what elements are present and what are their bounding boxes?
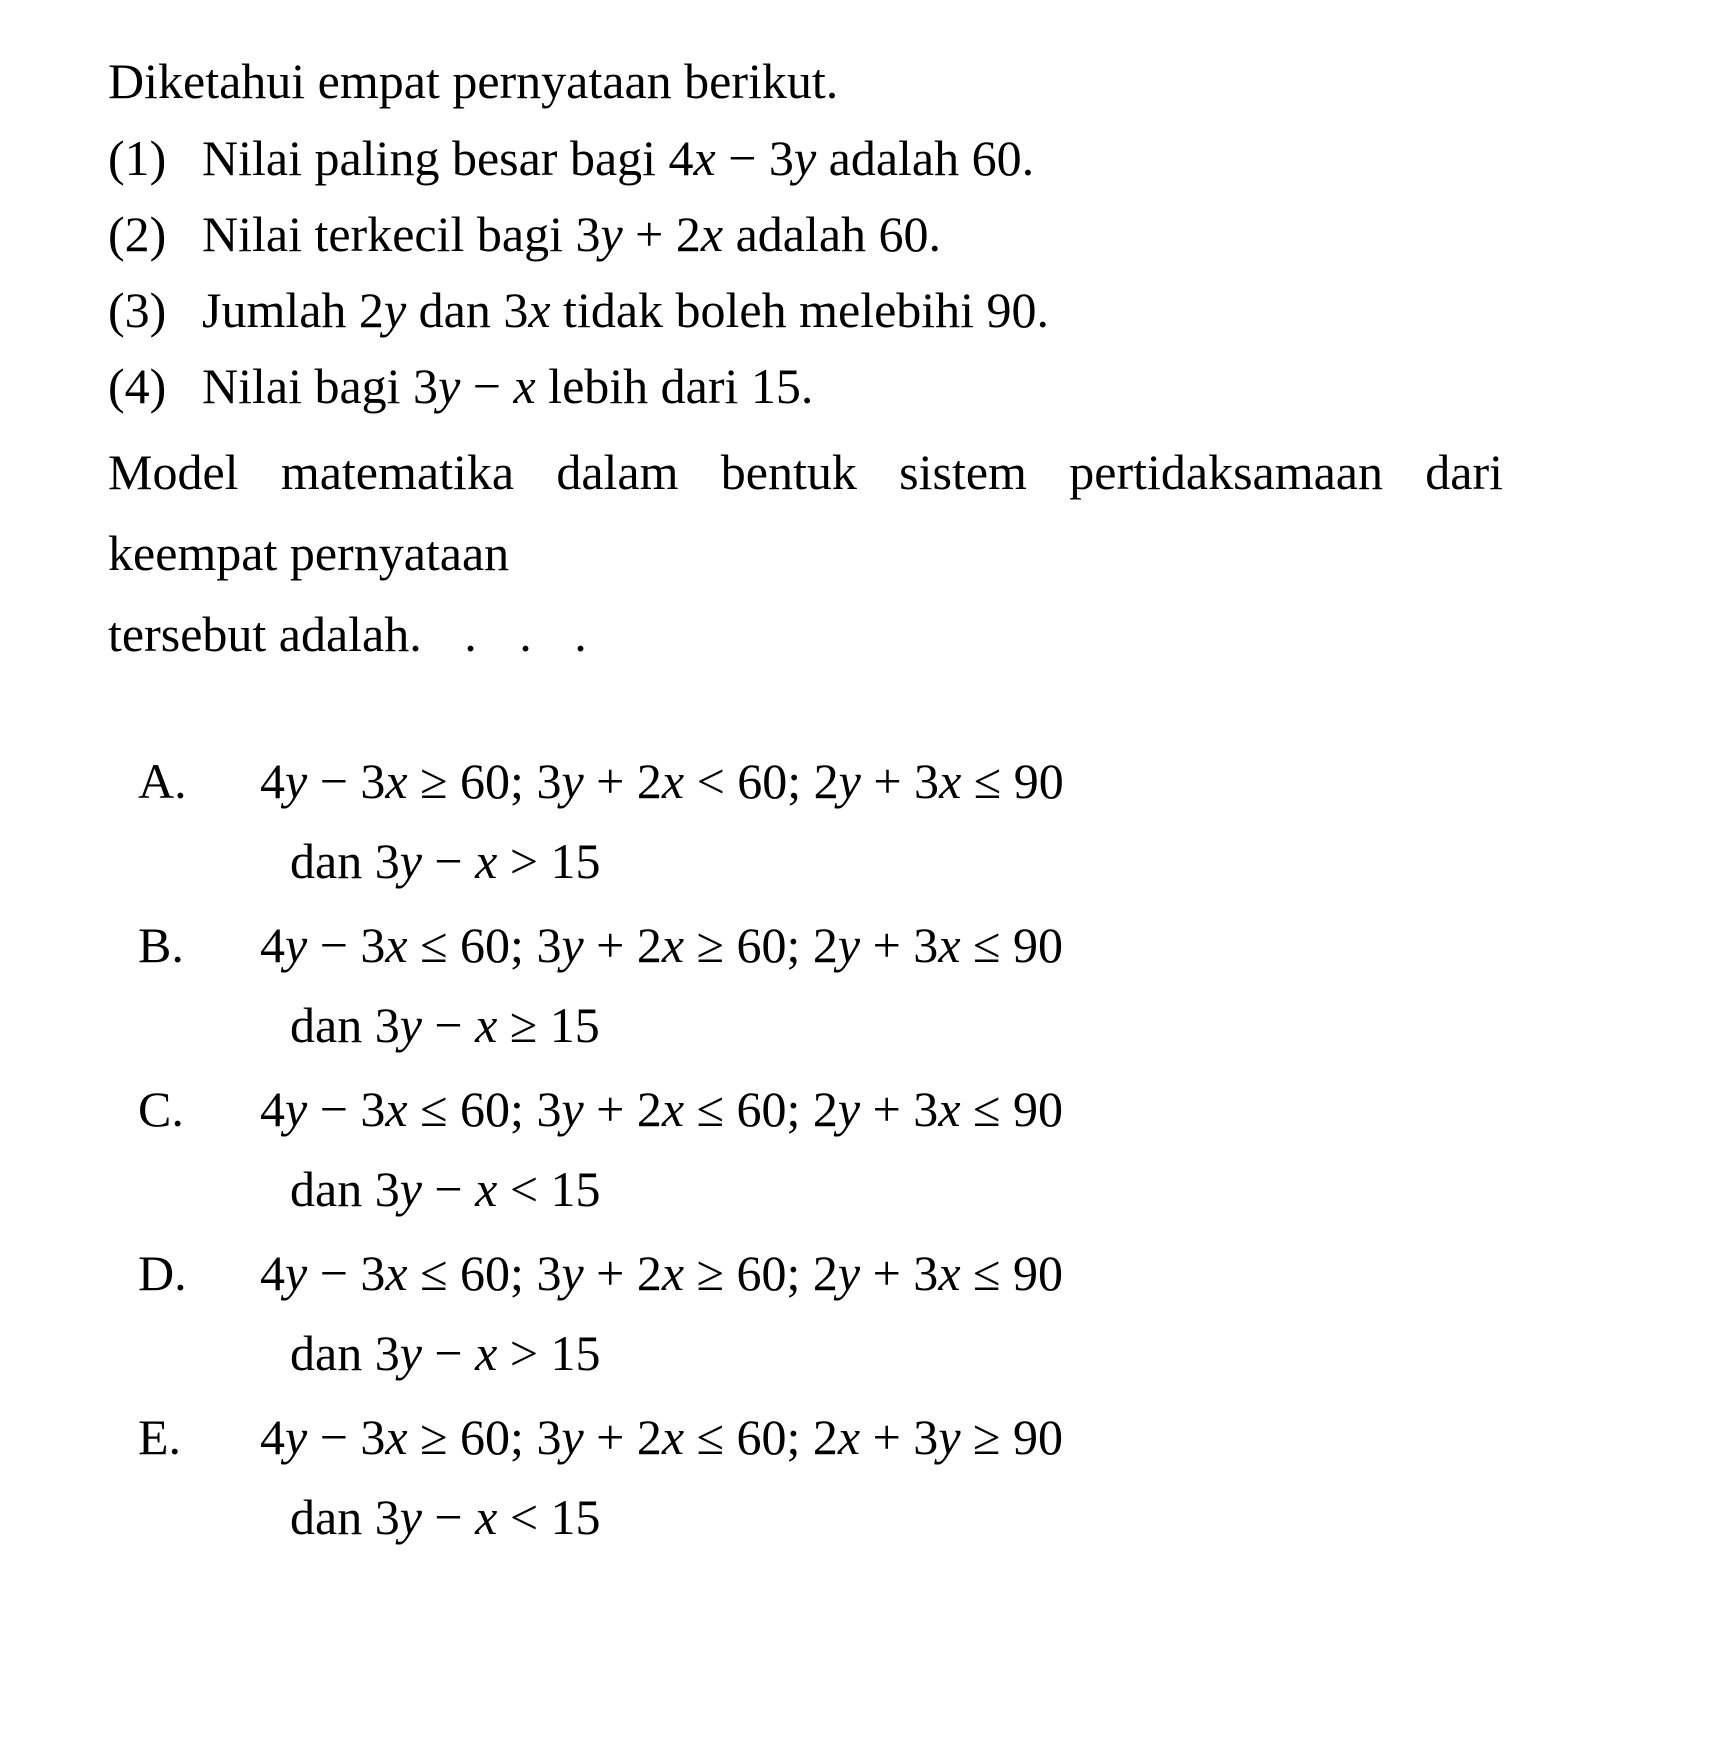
math-variable: y xyxy=(938,1409,961,1465)
math-variable: x xyxy=(513,358,536,414)
math-variable: y xyxy=(837,1245,861,1301)
statement-text: Nilai paling besar bagi 4x − 3y adalah 60. xyxy=(202,130,1035,186)
math-variable: y xyxy=(561,1081,584,1137)
option-expression: 4y − 3x ≥ 60; 3y + 2x ≤ 60; 2x + 3y ≥ 90 xyxy=(260,1409,1063,1465)
option-a[interactable] xyxy=(108,741,1514,901)
statement-text: Nilai bagi 3y − x lebih dari 15. xyxy=(202,358,814,414)
option-letter: D. xyxy=(138,1245,187,1301)
prompt-line-2: pertidaksamaan dari keempat pernyataan xyxy=(108,444,1504,581)
prompt-last-line xyxy=(108,594,1503,675)
statement-number: (2) xyxy=(108,206,167,262)
option-d[interactable] xyxy=(108,1233,1514,1393)
math-variable: x xyxy=(475,997,498,1053)
option-c[interactable] xyxy=(108,1069,1514,1229)
math-variable: y xyxy=(561,917,584,973)
option-expression: 4y − 3x ≥ 60; 3y + 2x < 60; 2y + 3x ≤ 90 xyxy=(260,753,1064,809)
option-first-line xyxy=(108,1069,1514,1149)
math-variable: x xyxy=(528,282,551,338)
math-variable: y xyxy=(837,917,861,973)
math-variable: x xyxy=(938,1081,961,1137)
option-e[interactable] xyxy=(108,1397,1514,1557)
math-variable: y xyxy=(399,1489,422,1545)
math-variable: x xyxy=(837,1409,861,1465)
option-expression-continued: dan 3y − x > 15 xyxy=(290,1325,601,1381)
math-variable: y xyxy=(561,1245,584,1301)
math-variable: y xyxy=(438,358,461,414)
statement-item xyxy=(108,348,1514,424)
math-variable: x xyxy=(385,1245,408,1301)
math-variable: x xyxy=(475,1325,498,1381)
math-variable: y xyxy=(561,753,584,809)
math-variable: x xyxy=(385,1081,408,1137)
answer-options xyxy=(108,741,1514,1557)
math-variable: x xyxy=(661,1409,685,1465)
prompt-line-3: tersebut adalah xyxy=(108,606,410,662)
math-variable: y xyxy=(399,1161,422,1217)
option-expression-continued: dan 3y − x < 15 xyxy=(290,1161,601,1217)
math-variable: x xyxy=(939,753,962,809)
math-variable: x xyxy=(385,1409,408,1465)
math-variable: y xyxy=(399,1325,422,1381)
statement-item xyxy=(108,120,1514,196)
option-b[interactable] xyxy=(108,905,1514,1065)
question-prompt xyxy=(108,432,1503,675)
math-variable: y xyxy=(285,1245,308,1301)
option-first-line xyxy=(108,905,1514,985)
math-variable: x xyxy=(661,917,685,973)
question-intro: Diketahui empat pernyataan berikut. xyxy=(108,53,839,109)
option-letter: B. xyxy=(138,917,184,973)
option-expression-continued: dan 3y − x < 15 xyxy=(290,1489,601,1545)
math-variable: x xyxy=(475,1489,498,1545)
option-expression: 4y − 3x ≤ 60; 3y + 2x ≤ 60; 2y + 3x ≤ 90 xyxy=(260,1081,1063,1137)
math-variable: x xyxy=(700,206,724,262)
option-letter: C. xyxy=(138,1081,184,1137)
option-expression: 4y − 3x ≤ 60; 3y + 2x ≥ 60; 2y + 3x ≤ 90 xyxy=(260,917,1063,973)
math-variable: y xyxy=(399,997,422,1053)
math-variable: y xyxy=(285,917,308,973)
option-first-line xyxy=(108,741,1514,821)
option-expression-continued: dan 3y − x > 15 xyxy=(290,833,601,889)
math-variable: y xyxy=(285,1081,308,1137)
math-variable: x xyxy=(938,917,961,973)
math-variable: y xyxy=(561,1409,584,1465)
math-variable: x xyxy=(693,130,716,186)
math-variable: x xyxy=(661,1081,685,1137)
statement-text: Nilai terkecil bagi 3y + 2x adalah 60. xyxy=(202,206,942,262)
statement-item xyxy=(108,196,1514,272)
option-first-line xyxy=(108,1233,1514,1313)
statement-number: (3) xyxy=(108,282,167,338)
math-variable: y xyxy=(600,206,623,262)
math-variable: x xyxy=(661,1245,685,1301)
statement-text: Jumlah 2y dan 3x tidak boleh melebihi 90. xyxy=(202,282,1050,338)
math-variable: y xyxy=(838,753,861,809)
math-variable: y xyxy=(793,130,817,186)
statement-item xyxy=(108,272,1514,348)
math-variable: y xyxy=(837,1081,861,1137)
option-first-line xyxy=(108,1397,1514,1477)
prompt-ellipsis: . . . . xyxy=(409,606,602,662)
prompt-line-1: Model matematika dalam bentuk sistem xyxy=(108,444,1027,500)
math-variable: y xyxy=(285,1409,308,1465)
option-expression-continued: dan 3y − x ≥ 15 xyxy=(290,997,600,1053)
option-expression: 4y − 3x ≤ 60; 3y + 2x ≥ 60; 2y + 3x ≤ 90 xyxy=(260,1245,1063,1301)
math-variable: y xyxy=(285,753,308,809)
math-variable: x xyxy=(385,917,408,973)
math-variable: x xyxy=(475,1161,498,1217)
statement-list xyxy=(108,120,1514,424)
option-letter: A. xyxy=(138,753,187,809)
statement-number: (1) xyxy=(108,130,167,186)
math-variable: y xyxy=(399,833,422,889)
math-variable: x xyxy=(938,1245,961,1301)
math-variable: x xyxy=(475,833,498,889)
option-letter: E. xyxy=(138,1409,182,1465)
math-variable: x xyxy=(385,753,408,809)
math-variable: x xyxy=(661,753,685,809)
question-content xyxy=(108,44,1514,1561)
statement-number: (4) xyxy=(108,358,167,414)
math-variable: y xyxy=(383,282,407,338)
